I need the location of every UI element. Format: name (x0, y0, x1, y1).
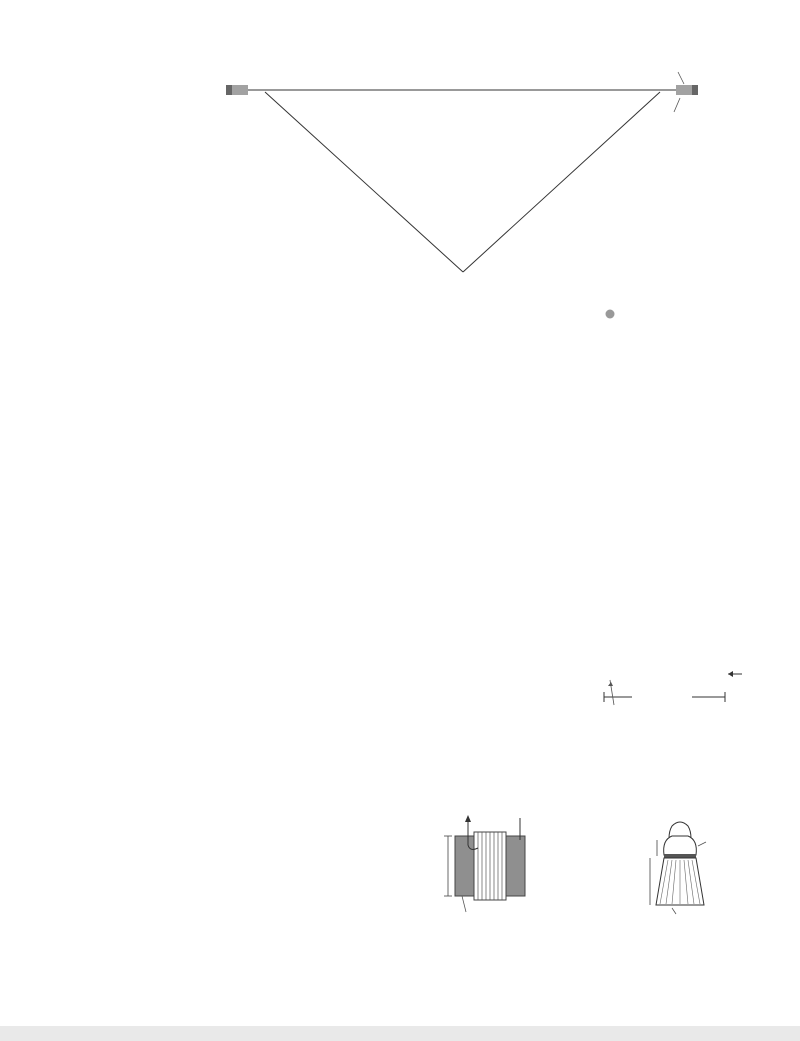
footer-bar (0, 1026, 800, 1041)
